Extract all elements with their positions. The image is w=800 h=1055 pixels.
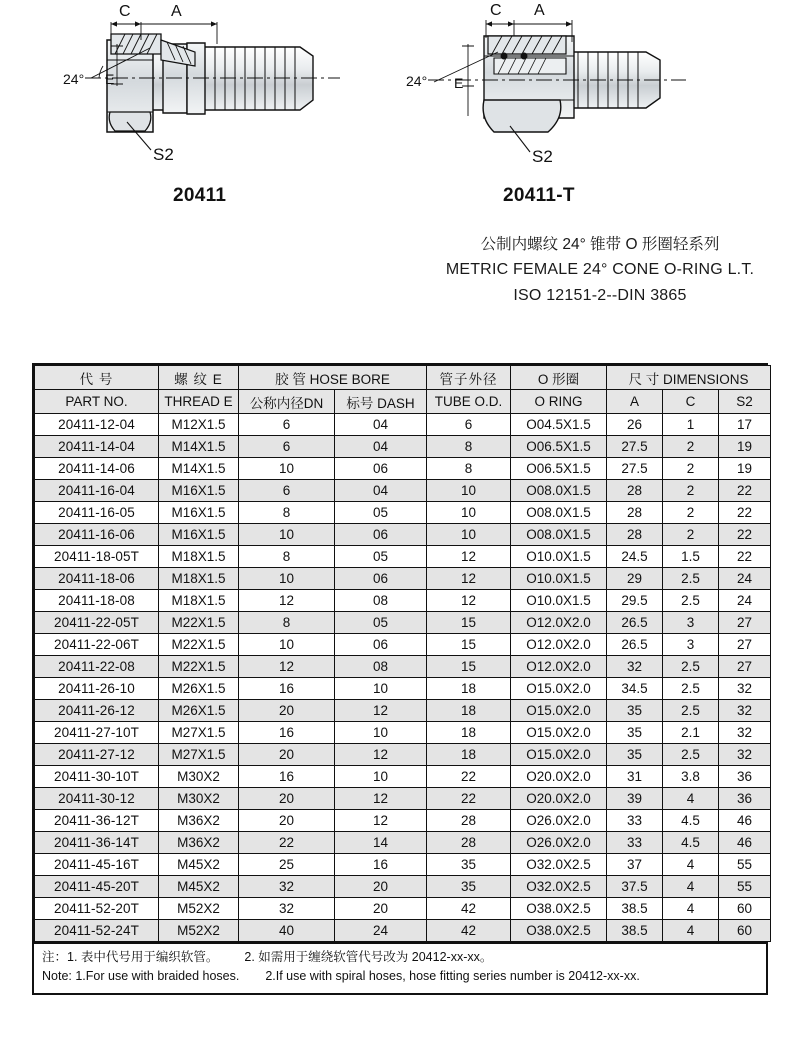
cell-partno: 20411-22-05T [35, 612, 159, 634]
hex-s2-label: S2 [532, 147, 553, 166]
table-row [35, 876, 771, 898]
cell-oring: O15.0X2.0 [511, 678, 607, 700]
cell-threade: M12X1.5 [159, 414, 239, 436]
cell-partno: 20411-22-08 [35, 656, 159, 678]
cell-partno: 20411-52-20T [35, 898, 159, 920]
cell-dn: 20 [239, 744, 335, 766]
cell-s2: 24 [719, 590, 771, 612]
cell-c: 2 [663, 524, 719, 546]
cell-dash: 06 [335, 568, 427, 590]
cell-partno: 20411-30-12 [35, 788, 159, 810]
table-row [35, 854, 771, 876]
cell-tubeod: 8 [427, 436, 511, 458]
cell-dash: 05 [335, 612, 427, 634]
cell-threade: M26X1.5 [159, 678, 239, 700]
cell-tubeod: 12 [427, 590, 511, 612]
cell-threade: M45X2 [159, 876, 239, 898]
table-row [35, 612, 771, 634]
cell-a: 24.5 [607, 546, 663, 568]
cell-dash: 12 [335, 810, 427, 832]
cell-c: 2.5 [663, 590, 719, 612]
cell-partno: 20411-36-12T [35, 810, 159, 832]
cell-oring: O26.0X2.0 [511, 832, 607, 854]
cell-dn: 8 [239, 612, 335, 634]
header-dim-a: A [607, 390, 663, 414]
cell-dash: 10 [335, 722, 427, 744]
cell-dn: 25 [239, 854, 335, 876]
dim-a-label: A [534, 2, 545, 19]
cell-partno: 20411-26-10 [35, 678, 159, 700]
cell-partno: 20411-22-06T [35, 634, 159, 656]
cell-c: 1 [663, 414, 719, 436]
cell-s2: 22 [719, 480, 771, 502]
cell-partno: 20411-30-10T [35, 766, 159, 788]
cell-dash: 08 [335, 590, 427, 612]
cell-c: 2 [663, 458, 719, 480]
cell-threade: M45X2 [159, 854, 239, 876]
note-line-english [42, 967, 758, 986]
cell-c: 2 [663, 480, 719, 502]
cell-tubeod: 28 [427, 832, 511, 854]
cell-oring: O32.0X2.5 [511, 876, 607, 898]
cell-a: 27.5 [607, 458, 663, 480]
cell-s2: 17 [719, 414, 771, 436]
cell-s2: 27 [719, 634, 771, 656]
header-dim-c: C [663, 390, 719, 414]
cell-partno: 20411-18-08 [35, 590, 159, 612]
table-row [35, 920, 771, 942]
cell-s2: 22 [719, 502, 771, 524]
cell-oring: O06.5X1.5 [511, 436, 607, 458]
cell-tubeod: 28 [427, 810, 511, 832]
cell-dash: 20 [335, 898, 427, 920]
specification-table-container [32, 363, 768, 995]
cell-dn: 10 [239, 458, 335, 480]
cell-c: 4.5 [663, 832, 719, 854]
cell-oring: O15.0X2.0 [511, 700, 607, 722]
cell-oring: O20.0X2.0 [511, 788, 607, 810]
cell-oring: O15.0X2.0 [511, 722, 607, 744]
cell-dash: 12 [335, 700, 427, 722]
cell-dash: 06 [335, 634, 427, 656]
table-row [35, 656, 771, 678]
cell-partno: 20411-45-20T [35, 876, 159, 898]
title-chinese: 公制内螺纹 24° 锥带 O 形圈轻系列 [480, 236, 720, 253]
cell-oring: O08.0X1.5 [511, 502, 607, 524]
cell-a: 37 [607, 854, 663, 876]
cell-dash: 06 [335, 458, 427, 480]
cell-threade: M16X1.5 [159, 480, 239, 502]
cell-partno: 20411-18-05T [35, 546, 159, 568]
specification-table [34, 365, 771, 942]
fitting-drawing-20411-T [398, 0, 698, 185]
cell-dash: 08 [335, 656, 427, 678]
table-row [35, 436, 771, 458]
header-oring-en: O RING [511, 390, 607, 414]
cell-oring: O08.0X1.5 [511, 480, 607, 502]
cell-a: 26.5 [607, 634, 663, 656]
table-row [35, 832, 771, 854]
cell-oring: O12.0X2.0 [511, 656, 607, 678]
table-row [35, 810, 771, 832]
cell-oring: O20.0X2.0 [511, 766, 607, 788]
cell-s2: 55 [719, 876, 771, 898]
header-row-bottom [35, 390, 771, 414]
cell-c: 4 [663, 876, 719, 898]
cell-threade: M16X1.5 [159, 524, 239, 546]
cell-dn: 6 [239, 436, 335, 458]
table-row [35, 414, 771, 436]
cell-threade: M18X1.5 [159, 546, 239, 568]
cell-s2: 24 [719, 568, 771, 590]
table-row [35, 744, 771, 766]
cell-threade: M22X1.5 [159, 612, 239, 634]
header-thread-cn: 螺 纹 E [159, 366, 239, 390]
header-oring-cn: O 形圈 [511, 366, 607, 390]
note-en-2: 2.If use with spiral hoses, hose fitting series number is 20412-xx-xx. [265, 969, 640, 984]
table-row [35, 678, 771, 700]
cell-dash: 10 [335, 678, 427, 700]
cell-threade: M14X1.5 [159, 458, 239, 480]
cell-tubeod: 22 [427, 766, 511, 788]
header-dim-s2: S2 [719, 390, 771, 414]
cell-dn: 8 [239, 546, 335, 568]
cell-oring: O08.0X1.5 [511, 524, 607, 546]
cell-threade: M16X1.5 [159, 502, 239, 524]
note-box [34, 942, 766, 993]
dim-e-label: E [454, 75, 464, 91]
cell-oring: O06.5X1.5 [511, 458, 607, 480]
cell-tubeod: 10 [427, 524, 511, 546]
cell-threade: M22X1.5 [159, 634, 239, 656]
cell-dn: 32 [239, 876, 335, 898]
cell-a: 26.5 [607, 612, 663, 634]
cell-c: 2.1 [663, 722, 719, 744]
cell-s2: 60 [719, 898, 771, 920]
angle-label: 24° [63, 71, 85, 87]
cell-a: 35 [607, 700, 663, 722]
cell-oring: O12.0X2.0 [511, 612, 607, 634]
cell-c: 1.5 [663, 546, 719, 568]
cell-partno: 20411-45-16T [35, 854, 159, 876]
cell-a: 37.5 [607, 876, 663, 898]
cell-dn: 20 [239, 788, 335, 810]
cell-a: 33 [607, 810, 663, 832]
table-row [35, 898, 771, 920]
cell-partno: 20411-12-04 [35, 414, 159, 436]
cell-tubeod: 18 [427, 744, 511, 766]
cell-a: 34.5 [607, 678, 663, 700]
cell-dash: 12 [335, 788, 427, 810]
note-line-chinese [42, 948, 758, 967]
table-row [35, 458, 771, 480]
cell-dn: 6 [239, 414, 335, 436]
drawings-area [0, 0, 800, 185]
cell-a: 28 [607, 524, 663, 546]
cell-dn: 8 [239, 502, 335, 524]
cell-tubeod: 42 [427, 920, 511, 942]
cell-dn: 22 [239, 832, 335, 854]
dim-c-label: C [490, 2, 502, 19]
cell-threade: M36X2 [159, 832, 239, 854]
cell-dash: 04 [335, 480, 427, 502]
cell-dn: 12 [239, 656, 335, 678]
cell-dash: 20 [335, 876, 427, 898]
header-dn: 公称内径DN [239, 390, 335, 414]
cell-s2: 19 [719, 458, 771, 480]
cell-partno: 20411-27-12 [35, 744, 159, 766]
cell-a: 28 [607, 502, 663, 524]
cell-dash: 06 [335, 524, 427, 546]
cell-tubeod: 12 [427, 546, 511, 568]
header-partno-cn: 代 号 [35, 366, 159, 390]
cell-c: 2.5 [663, 568, 719, 590]
cell-tubeod: 8 [427, 458, 511, 480]
cell-dn: 16 [239, 766, 335, 788]
cell-a: 35 [607, 744, 663, 766]
table-row [35, 700, 771, 722]
table-row [35, 546, 771, 568]
cell-tubeod: 15 [427, 612, 511, 634]
cell-partno: 20411-27-10T [35, 722, 159, 744]
cell-oring: O38.0X2.5 [511, 920, 607, 942]
cell-partno: 20411-16-04 [35, 480, 159, 502]
header-hosebore-group: 胶 管 HOSE BORE [239, 366, 427, 390]
cell-tubeod: 22 [427, 788, 511, 810]
cell-partno: 20411-14-04 [35, 436, 159, 458]
cell-a: 33 [607, 832, 663, 854]
cell-tubeod: 15 [427, 656, 511, 678]
cell-threade: M27X1.5 [159, 722, 239, 744]
cell-tubeod: 10 [427, 480, 511, 502]
cell-a: 38.5 [607, 898, 663, 920]
table-body [35, 414, 771, 942]
cell-threade: M18X1.5 [159, 568, 239, 590]
cell-c: 2 [663, 502, 719, 524]
cell-tubeod: 18 [427, 678, 511, 700]
note-cn-1: 注：1. 表中代号用于编织软管。 [42, 950, 219, 964]
cell-threade: M36X2 [159, 810, 239, 832]
table-row [35, 524, 771, 546]
cell-threade: M18X1.5 [159, 590, 239, 612]
cell-dash: 14 [335, 832, 427, 854]
hex-s2-label: S2 [153, 145, 174, 164]
header-partno-en: PART NO. [35, 390, 159, 414]
cell-tubeod: 42 [427, 898, 511, 920]
cell-dn: 40 [239, 920, 335, 942]
cell-oring: O15.0X2.0 [511, 744, 607, 766]
cell-a: 27.5 [607, 436, 663, 458]
table-head [35, 366, 771, 414]
fitting-drawing-20411 [55, 0, 355, 185]
cell-c: 3 [663, 634, 719, 656]
cell-dn: 32 [239, 898, 335, 920]
cell-dash: 04 [335, 414, 427, 436]
cell-a: 35 [607, 722, 663, 744]
cell-dn: 16 [239, 678, 335, 700]
cell-tubeod: 18 [427, 722, 511, 744]
dim-e-label: E [105, 71, 115, 87]
cell-oring: O10.0X1.5 [511, 546, 607, 568]
cell-tubeod: 35 [427, 854, 511, 876]
cell-oring: O32.0X2.5 [511, 854, 607, 876]
header-tube-cn: 管子外径 [427, 366, 511, 390]
cell-c: 4 [663, 854, 719, 876]
table-row [35, 590, 771, 612]
angle-label: 24° [406, 73, 428, 89]
cell-s2: 22 [719, 524, 771, 546]
cell-c: 4 [663, 898, 719, 920]
cell-dash: 05 [335, 546, 427, 568]
title-standard: ISO 12151-2--DIN 3865 [513, 287, 687, 305]
cell-c: 2.5 [663, 700, 719, 722]
cell-dash: 12 [335, 744, 427, 766]
table-row [35, 766, 771, 788]
cell-s2: 32 [719, 744, 771, 766]
cell-tubeod: 10 [427, 502, 511, 524]
cell-a: 29.5 [607, 590, 663, 612]
cell-threade: M52X2 [159, 898, 239, 920]
cell-dn: 12 [239, 590, 335, 612]
cell-threade: M14X1.5 [159, 436, 239, 458]
cell-s2: 55 [719, 854, 771, 876]
cell-s2: 19 [719, 436, 771, 458]
cell-a: 31 [607, 766, 663, 788]
cell-s2: 46 [719, 832, 771, 854]
cell-a: 39 [607, 788, 663, 810]
cell-oring: O26.0X2.0 [511, 810, 607, 832]
cell-c: 2 [663, 436, 719, 458]
cell-s2: 60 [719, 920, 771, 942]
cell-c: 4.5 [663, 810, 719, 832]
cell-s2: 22 [719, 546, 771, 568]
note-cn-2: 2. 如需用于缠绕软管代号改为 20412-xx-xx。 [244, 950, 493, 964]
cell-a: 28 [607, 480, 663, 502]
table-row [35, 502, 771, 524]
header-dimensions-group: 尺 寸 DIMENSIONS [607, 366, 771, 390]
cell-threade: M22X1.5 [159, 656, 239, 678]
cell-dash: 16 [335, 854, 427, 876]
table-row [35, 788, 771, 810]
cell-s2: 46 [719, 810, 771, 832]
cell-tubeod: 18 [427, 700, 511, 722]
cell-a: 32 [607, 656, 663, 678]
dim-a-label: A [171, 3, 182, 20]
cell-oring: O04.5X1.5 [511, 414, 607, 436]
cell-threade: M30X2 [159, 788, 239, 810]
cell-dn: 10 [239, 568, 335, 590]
cell-partno: 20411-16-05 [35, 502, 159, 524]
cell-s2: 32 [719, 722, 771, 744]
cell-dn: 6 [239, 480, 335, 502]
title-block [400, 232, 800, 309]
cell-oring: O38.0X2.5 [511, 898, 607, 920]
cell-partno: 20411-36-14T [35, 832, 159, 854]
cell-threade: M27X1.5 [159, 744, 239, 766]
cell-dash: 05 [335, 502, 427, 524]
cell-oring: O12.0X2.0 [511, 634, 607, 656]
cell-threade: M30X2 [159, 766, 239, 788]
cell-dn: 20 [239, 810, 335, 832]
cell-dn: 16 [239, 722, 335, 744]
header-dash: 标号 DASH [335, 390, 427, 414]
cell-a: 38.5 [607, 920, 663, 942]
cell-dash: 10 [335, 766, 427, 788]
cell-dn: 10 [239, 524, 335, 546]
cell-s2: 36 [719, 788, 771, 810]
cell-dn: 10 [239, 634, 335, 656]
cell-a: 26 [607, 414, 663, 436]
dim-c-label: C [119, 3, 131, 20]
cell-c: 4 [663, 788, 719, 810]
part-number-captions [0, 185, 800, 223]
cell-oring: O10.0X1.5 [511, 568, 607, 590]
title-english: METRIC FEMALE 24° CONE O-RING L.T. [445, 261, 755, 279]
header-row-top [35, 366, 771, 390]
cell-c: 2.5 [663, 656, 719, 678]
cell-s2: 32 [719, 700, 771, 722]
cell-a: 29 [607, 568, 663, 590]
table-row [35, 722, 771, 744]
header-tube-en: TUBE O.D. [427, 390, 511, 414]
cell-threade: M26X1.5 [159, 700, 239, 722]
cell-dash: 24 [335, 920, 427, 942]
cell-c: 4 [663, 920, 719, 942]
table-row [35, 634, 771, 656]
cell-threade: M52X2 [159, 920, 239, 942]
cell-partno: 20411-18-06 [35, 568, 159, 590]
cell-c: 2.5 [663, 678, 719, 700]
cell-partno: 20411-26-12 [35, 700, 159, 722]
table-row [35, 568, 771, 590]
cell-partno: 20411-14-06 [35, 458, 159, 480]
part-number-left: 20411 [173, 185, 227, 206]
cell-dash: 04 [335, 436, 427, 458]
cell-c: 2.5 [663, 744, 719, 766]
cell-tubeod: 15 [427, 634, 511, 656]
header-thread-en: THREAD E [159, 390, 239, 414]
cell-partno: 20411-52-24T [35, 920, 159, 942]
note-en-1: Note: 1.For use with braided hoses. [42, 969, 240, 984]
cell-dn: 20 [239, 700, 335, 722]
part-number-right: 20411-T [503, 185, 575, 206]
cell-s2: 27 [719, 612, 771, 634]
cell-partno: 20411-16-06 [35, 524, 159, 546]
cell-tubeod: 35 [427, 876, 511, 898]
cell-oring: O10.0X1.5 [511, 590, 607, 612]
cell-s2: 36 [719, 766, 771, 788]
cell-tubeod: 6 [427, 414, 511, 436]
cell-c: 3 [663, 612, 719, 634]
cell-tubeod: 12 [427, 568, 511, 590]
cell-s2: 32 [719, 678, 771, 700]
cell-s2: 27 [719, 656, 771, 678]
cell-c: 3.8 [663, 766, 719, 788]
table-row [35, 480, 771, 502]
